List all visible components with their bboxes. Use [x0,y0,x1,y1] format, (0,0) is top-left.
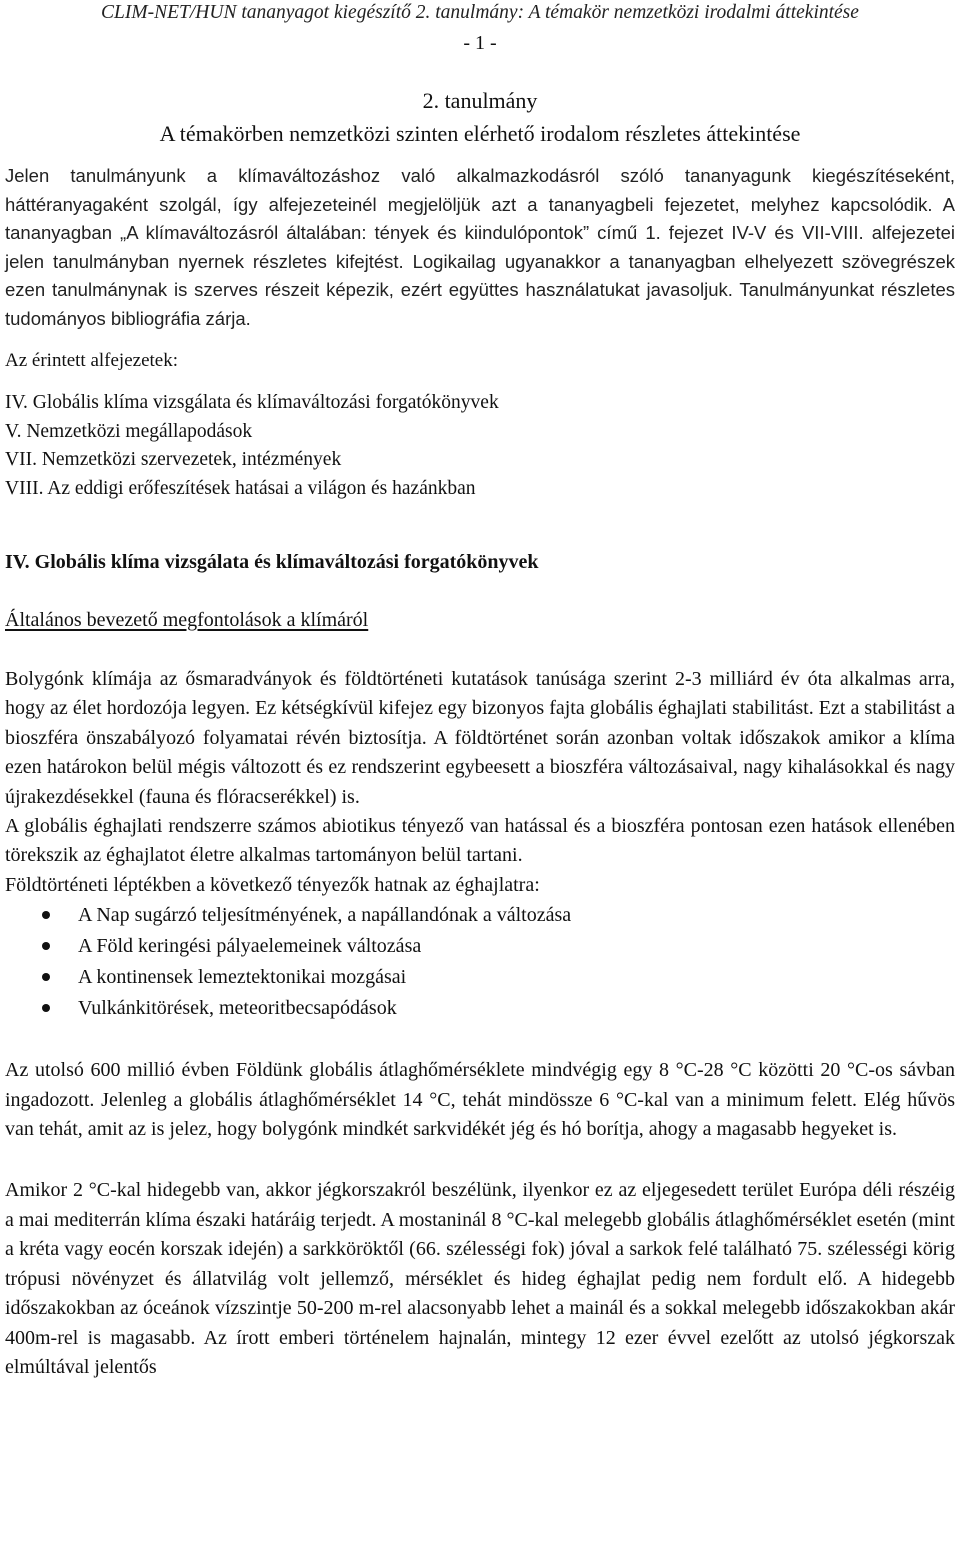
document-title [5,84,955,150]
bullet-icon [42,911,50,919]
body-paragraph: Amikor 2 °C-kal hidegebb van, akkor jégkorszakról beszélünk, ilyenkor ez az eljegesedett terület Európa déli részéig a mai mediterrán klíma északi határáig terjedt. A mostaninál 8 °C-kal melegebb globális átlaghőmérséklet esetén (mint a kréta vagy eocén korszak idején) a sarkköröktől (66. szélességi fok) jóval a sarkok felé található 75. szélességi körig trópusi növényzet és állatvilág volt jellemző, mérséklet és hideg éghajlat pedig nem fordult elő. A hidegebb időszakokban az óceánok vízszintje 50-200 m-rel alacsonyabb lehet a mainál és a sokkal melegebb időszakokban akár 400m-rel is magasabb. Az írott emberi történelem hajnalán, mintegy 12 ezer évvel ezelőtt az utolsó jégkorszak elmúltával jelentős [5,1179,955,1378]
intro-text: Jelen tanulmányunk a klímaváltozáshoz való alkalmazkodásról szóló tananyagunk kiegészítéseként, háttéranyagaként szolgál, így alfejezeteinél megjelöljük azt a tananyagbeli fejezetet, melyhez kapcsolódik. A tananyagban „A klímaváltozásról általában: tények és kiindulópontok” című 1. fejezet IV-V és VII-VIII. alfejezetei jelen tanulmányban nyernek részletes kifejtést. Logikailag ugyanakkor a tananyagban elhelyezett szövegrészek ezen tanulmánynak is szerves részeit képezik, ezért együttes használatukat javasoljuk. Tanulmányunkat részletes tudományos bibliográfia zárja. [5,165,955,329]
factor-text: A Föld keringési pályaelemeinek változása [78,935,422,958]
section-heading: IV. Globális klíma vizsgálata és klímaváltozási forgatókönyvek [5,551,539,573]
section-body-continued [5,1056,955,1382]
climate-factors-list [5,900,955,1024]
factor-item [5,900,955,931]
section-body [5,665,955,900]
factor-text: Vulkánkitörések, meteoritbecsapódások [78,997,397,1020]
affected-chapters-list [5,389,955,503]
affected-chapters-heading: Az érintett alfejezetek: [5,350,179,371]
body-paragraph: Az utolsó 600 millió évben Földünk globális átlaghőmérséklete mindvégig egy 8 °C-28 °C közötti 20 °C-os sávban ingadozott. Jelenleg a globális átlaghőmérséklet 14 °C, tehát mindössze 6 °C-kal van a minimum felett. Elég hűvös van tehát, amit az is jelez, hogy bolygónk mindkét sarkvidékét jég és hó borítja, ahogy a magasabb hegyeket is. [5,1059,955,1141]
subsection-heading: Általános bevezető megfontolások a klímáról [5,609,369,631]
page-number: - 1 - [463,32,497,54]
chapter-item: VIII. Az eddigi erőfeszítések hatásai a világon és hazánkban [5,477,476,499]
bullet-icon [42,1004,50,1012]
body-paragraph: Földtörténeti léptékben a következő tényezők hatnak az éghajlatra: [5,873,540,896]
factor-text: A kontinensek lemeztektonikai mozgásai [78,966,407,989]
factor-item [5,931,955,962]
bullet-icon [42,942,50,950]
intro-paragraph [5,162,955,333]
body-paragraph: Bolygónk klímája az ősmaradványok és földtörténeti kutatások tanúsága szerint 2-3 milliárd év óta alkalmas arra, hogy az élet hordozója legyen. Ez kétségkívül kifejez egy bizonyos fajta globális éghajlati stabilitást. Ezt a stabilitást a bioszféra önszabályozó folyamatai révén biztosítja. A földtörténet során azonban voltak időszakok amikor a klíma ezen határokon belül mégis változott és ez rendszerint egybeesett a bioszféra változásaival, nagy kihalásokkal és nagy újrakezdésekkel (fauna és flóracserékkel) is. [5,668,955,808]
title-line-2: A témakörben nemzetközi szinten elérhető irodalom részletes áttekintése [159,121,801,146]
chapter-item: V. Nemzetközi megállapodások [5,420,253,442]
factor-item [5,993,955,1024]
running-header: CLIM-NET/HUN tananyagot kiegészítő 2. tanulmány: A témakör nemzetközi irodalmi áttekintése [101,2,859,23]
factor-text: A Nap sugárzó teljesítményének, a napállandónak a változása [78,904,572,927]
chapter-item: VII. Nemzetközi szervezetek, intézmények [5,449,342,470]
chapter-item: IV. Globális klíma vizsgálata és klímaváltozási forgatókönyvek [5,392,499,413]
title-line-1: 2. tanulmány [422,88,538,113]
bullet-icon [42,973,50,981]
body-paragraph: A globális éghajlati rendszerre számos abiotikus tényező van hatással és a bioszféra pontosan ezen hatások ellenében törekszik az éghajlatot életre alkalmas tartományon belül tartani. [5,815,955,867]
factor-item [5,962,955,993]
